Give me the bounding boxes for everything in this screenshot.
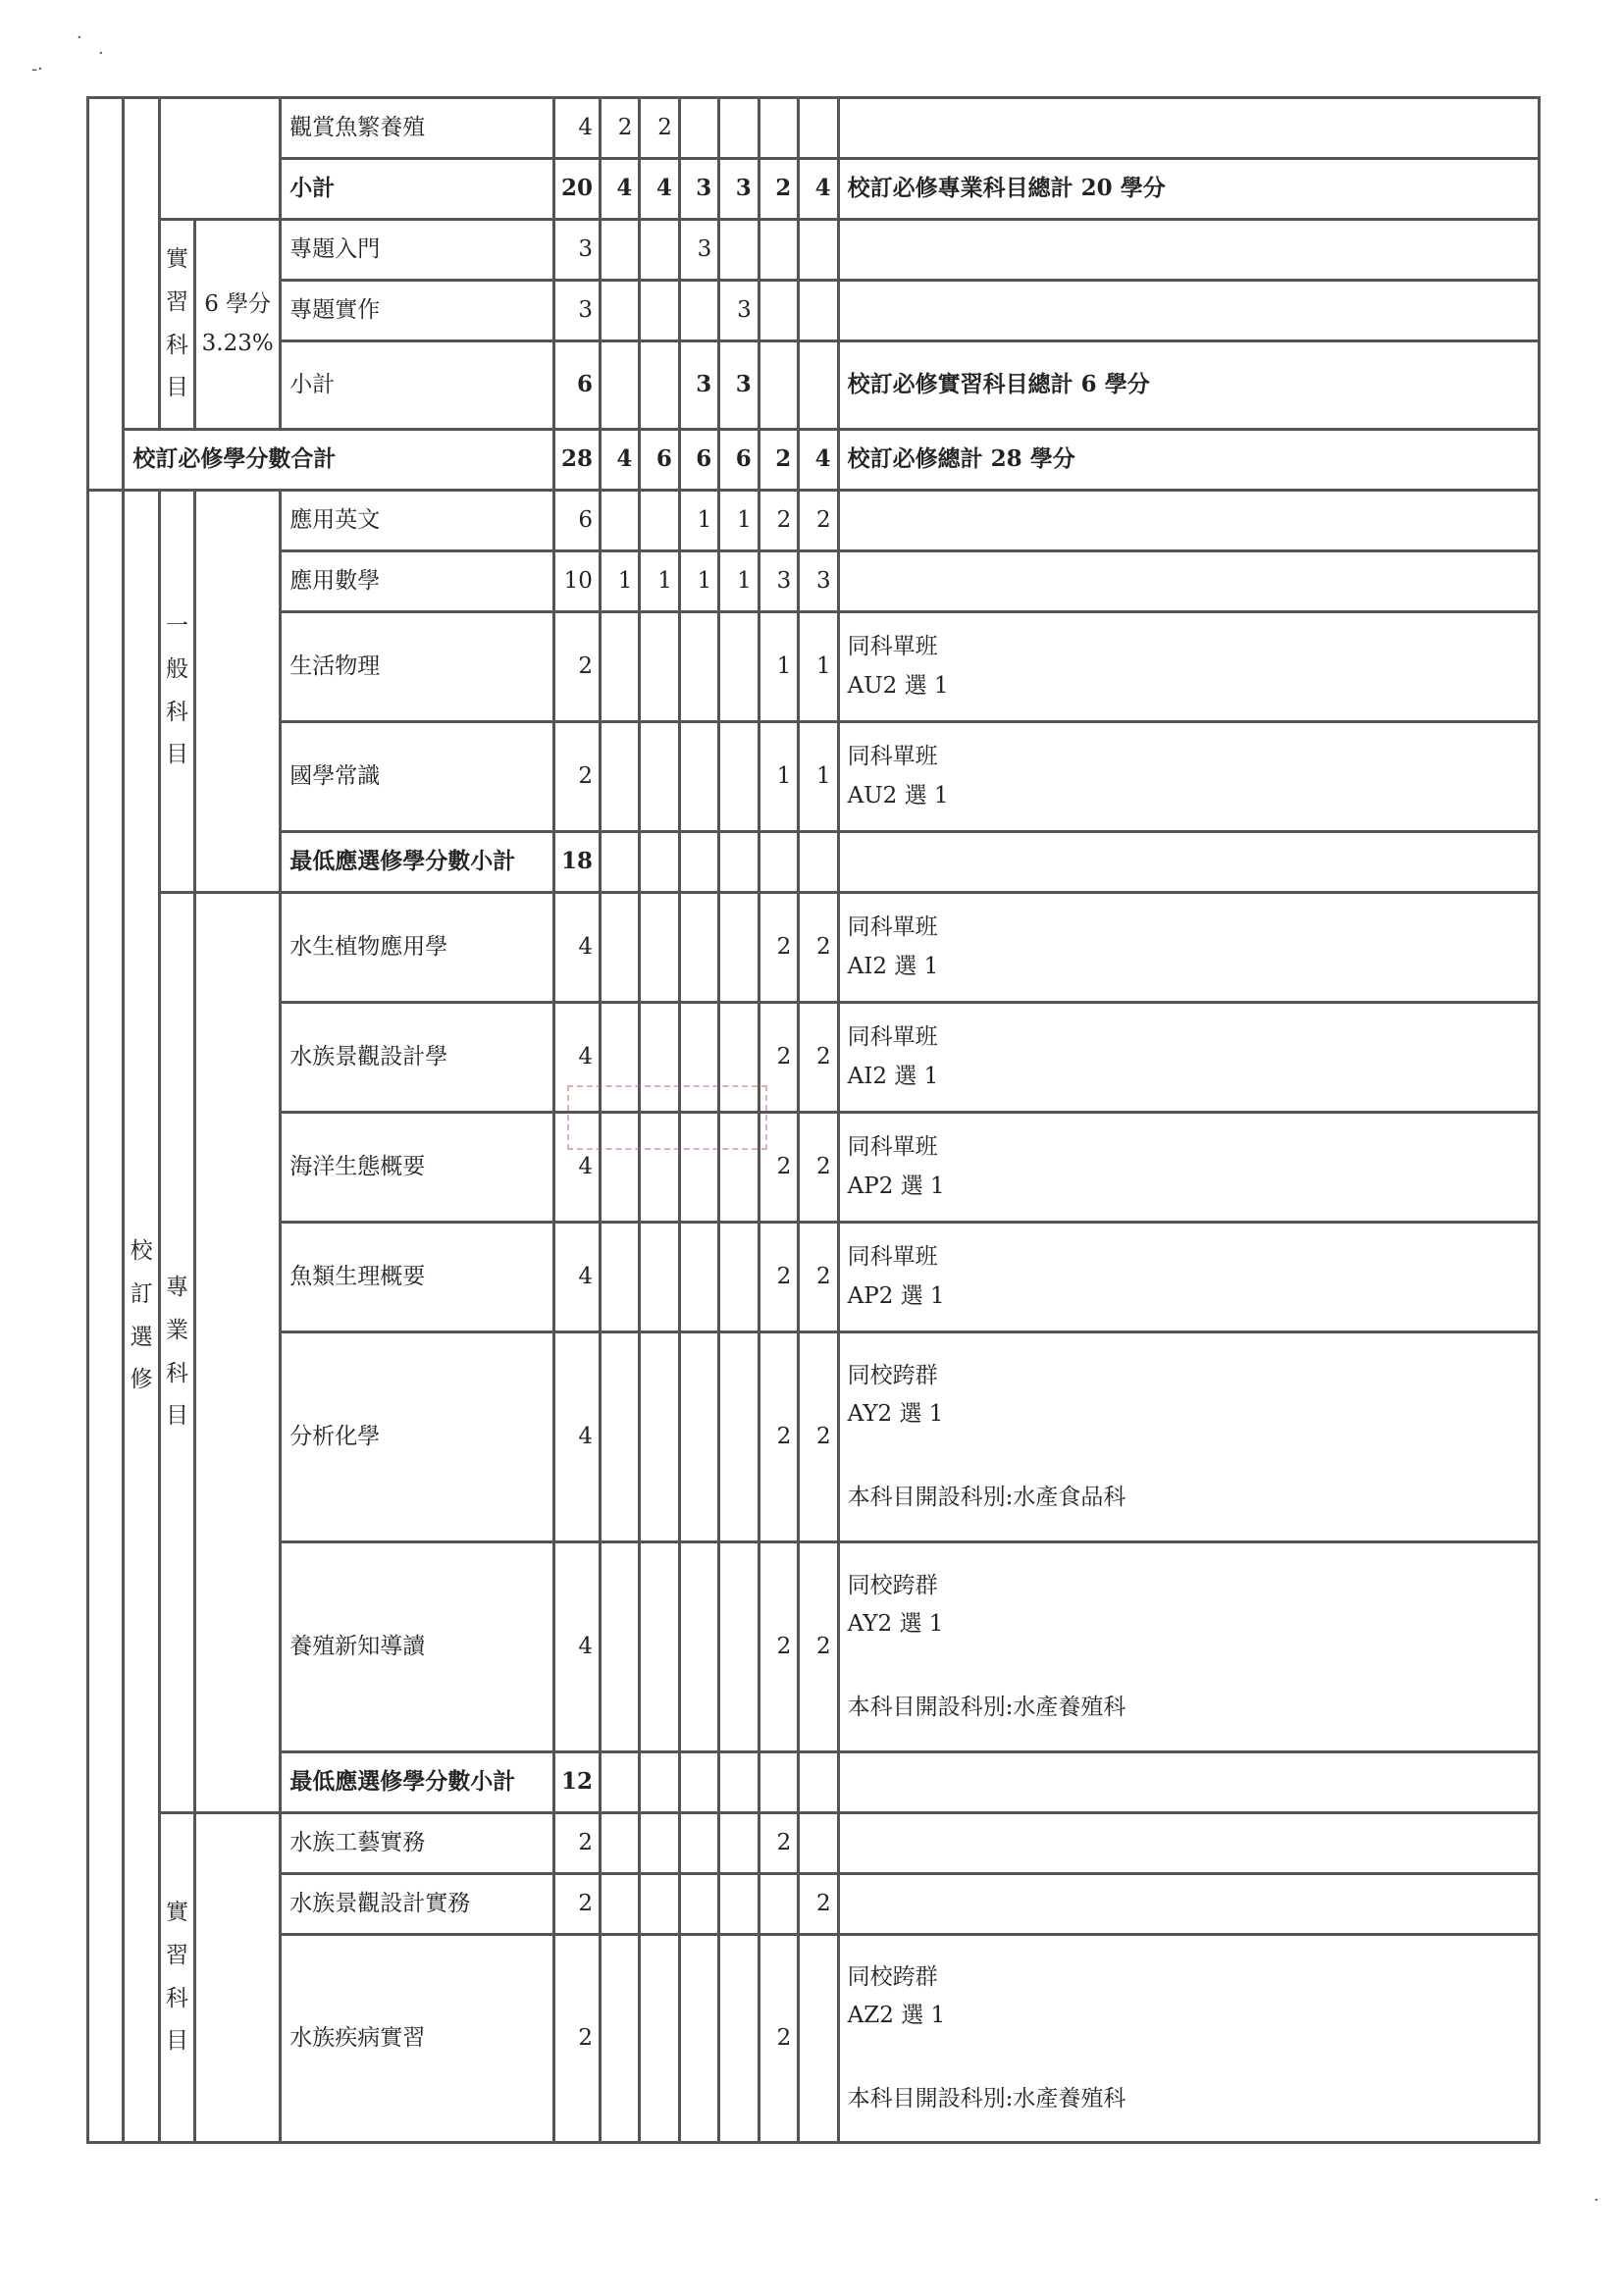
semester-credit: [759, 281, 798, 341]
remark: [838, 722, 1539, 832]
subject-name: 水族疾病實習: [281, 1935, 554, 2143]
remark: [838, 1003, 1539, 1113]
credit-total: 20: [554, 159, 601, 220]
remark: [838, 1752, 1539, 1813]
category-cell: [159, 98, 280, 220]
remark: 校訂必修總計 28 學分: [838, 430, 1539, 491]
credit-total: 18: [554, 832, 601, 893]
credit-total: 4: [554, 1332, 601, 1542]
group-label-elective: 校訂選修: [124, 491, 159, 2143]
semester-credit: [640, 1813, 679, 1874]
table-row: [88, 341, 1540, 430]
semester-credit: 2: [759, 1332, 798, 1542]
category-blank-cell: [195, 491, 281, 893]
semester-credit: 1: [640, 551, 679, 612]
semester-credit: [679, 722, 718, 832]
semester-credit: 2: [759, 1935, 798, 2143]
semester-credit: [600, 1813, 639, 1874]
semester-credit: [759, 341, 798, 430]
semester-credit: [719, 893, 759, 1003]
subject-name: 觀賞魚繁養殖: [281, 98, 554, 159]
semester-credit: [679, 612, 718, 722]
semester-credit: [799, 220, 838, 281]
credit-total: 6: [554, 491, 601, 551]
semester-credit: 6: [719, 430, 759, 491]
inner-group-cell: [124, 98, 159, 430]
semester-credit: 4: [799, 159, 838, 220]
semester-credit: [640, 1874, 679, 1935]
semester-credit: [719, 1874, 759, 1935]
remark: [838, 98, 1539, 159]
practical-credit-allocation: [195, 220, 281, 430]
table-row: [88, 1332, 1540, 1542]
semester-credit: [640, 1935, 679, 2143]
semester-credit: 2: [799, 491, 838, 551]
semester-credit: 4: [600, 430, 639, 491]
semester-credit: 2: [799, 893, 838, 1003]
outer-group-cell: [88, 98, 124, 491]
semester-credit: [640, 722, 679, 832]
semester-credit: [719, 832, 759, 893]
scan-speck: -·: [31, 59, 43, 79]
remark: [838, 1935, 1539, 2143]
remark-line: AZ2 選 1: [847, 2002, 946, 2028]
scan-speck: ·: [98, 43, 104, 64]
semester-credit: [600, 1752, 639, 1813]
table-row: [88, 159, 1540, 220]
table-row: [88, 1874, 1540, 1935]
remark-spacer: [848, 1434, 1530, 1479]
remark-line: AI2 選 1: [847, 953, 939, 979]
subject-name: 國學常識: [281, 722, 554, 832]
semester-credit: 3: [679, 220, 718, 281]
semester-credit: [600, 893, 639, 1003]
remark-line: AU2 選 1: [847, 782, 949, 809]
semester-credit: [679, 1935, 718, 2143]
table-row: [88, 551, 1540, 612]
remark-line: AY2 選 1: [847, 1610, 944, 1637]
semester-credit: 2: [759, 430, 798, 491]
semester-credit: [759, 98, 798, 159]
remark-line: 本科目開設科別:水產養殖科: [847, 1695, 1126, 1721]
remark-line: 本科目開設科別:水產養殖科: [847, 2086, 1126, 2113]
category-blank-cell: [195, 893, 281, 1813]
semester-credit: [759, 832, 798, 893]
credit-total: 4: [554, 1223, 601, 1332]
credit-total: 4: [554, 98, 601, 159]
semester-credit: [719, 1752, 759, 1813]
semester-credit: 2: [759, 1003, 798, 1113]
semester-credit: 1: [759, 612, 798, 722]
credit-total: 4: [554, 1003, 601, 1113]
semester-credit: [600, 832, 639, 893]
semester-credit: 2: [799, 1542, 838, 1752]
scan-speck: ·: [77, 27, 82, 48]
credit-total: 4: [554, 1113, 601, 1223]
semester-credit: [719, 722, 759, 832]
remark: [838, 832, 1539, 893]
semester-credit: [640, 832, 679, 893]
subject-name: 魚類生理概要: [281, 1223, 554, 1332]
semester-credit: [719, 612, 759, 722]
remark-line: AI2 選 1: [847, 1063, 939, 1089]
remark: [838, 1113, 1539, 1223]
remark-line: 本科目開設科別:水產食品科: [847, 1485, 1126, 1511]
remark: [838, 1874, 1539, 1935]
semester-credit: [640, 612, 679, 722]
table-row: [88, 1223, 1540, 1332]
semester-credit: [600, 1332, 639, 1542]
credit-total: 2: [554, 1874, 601, 1935]
table-row: [88, 491, 1540, 551]
credit-total: 28: [554, 430, 601, 491]
semester-credit: 2: [799, 1003, 838, 1113]
semester-credit: [719, 220, 759, 281]
remark: [838, 551, 1539, 612]
remark-line: 同科單班: [847, 744, 938, 770]
semester-credit: 2: [759, 159, 798, 220]
semester-credit: [799, 98, 838, 159]
subject-name: 專題實作: [281, 281, 554, 341]
semester-credit: 2: [759, 1813, 798, 1874]
remark: [838, 491, 1539, 551]
allocation-credits: 6 學分: [204, 291, 272, 318]
credit-total: 10: [554, 551, 601, 612]
subject-name: 應用英文: [281, 491, 554, 551]
category-label-general: 一般科目: [159, 491, 194, 893]
table-row: [88, 220, 1540, 281]
semester-credit: 2: [600, 98, 639, 159]
allocation-percent: 3.23%: [201, 330, 274, 356]
subject-name: 水生植物應用學: [281, 893, 554, 1003]
subject-name: 水族景觀設計實務: [281, 1874, 554, 1935]
subject-name: 水族景觀設計學: [281, 1003, 554, 1113]
table-row: [88, 98, 1540, 159]
category-blank-cell: [195, 1813, 281, 2143]
subject-name: 養殖新知導讀: [281, 1542, 554, 1752]
semester-credit: [679, 1223, 718, 1332]
semester-credit: [679, 98, 718, 159]
remark-line: 同校跨群: [847, 1572, 938, 1598]
credit-total: 2: [554, 612, 601, 722]
subject-name: 應用數學: [281, 551, 554, 612]
semester-credit: 3: [679, 159, 718, 220]
semester-credit: [640, 893, 679, 1003]
semester-credit: [759, 1752, 798, 1813]
category-label-elective-practical: 實習科目: [159, 1813, 194, 2143]
semester-credit: 4: [640, 159, 679, 220]
semester-credit: [799, 341, 838, 430]
semester-credit: 1: [799, 612, 838, 722]
semester-credit: [640, 1542, 679, 1752]
semester-credit: [679, 1874, 718, 1935]
semester-credit: [600, 612, 639, 722]
credit-total: 2: [554, 1935, 601, 2143]
semester-credit: [600, 220, 639, 281]
semester-credit: 2: [759, 1223, 798, 1332]
semester-credit: [799, 1935, 838, 2143]
subject-name: 分析化學: [281, 1332, 554, 1542]
semester-credit: 3: [719, 341, 759, 430]
remark-line: 同校跨群: [847, 1362, 938, 1388]
semester-credit: 1: [799, 722, 838, 832]
remark: [838, 1332, 1539, 1542]
semester-credit: 3: [799, 551, 838, 612]
table-row: [88, 832, 1540, 893]
semester-credit: 3: [719, 159, 759, 220]
category-label-professional: 專業科目: [159, 893, 194, 1813]
semester-credit: [679, 1542, 718, 1752]
outer-margin-cell: [88, 491, 124, 2143]
semester-credit: 1: [719, 491, 759, 551]
semester-credit: [600, 1542, 639, 1752]
semester-credit: [799, 832, 838, 893]
table-row: [88, 722, 1540, 832]
remark-line: 同科單班: [847, 914, 938, 941]
semester-credit: 1: [679, 551, 718, 612]
remark-line: 同科單班: [847, 1244, 938, 1271]
remark-spacer: [848, 1644, 1530, 1689]
semester-credit: 4: [600, 159, 639, 220]
credit-total: 12: [554, 1752, 601, 1813]
semester-credit: [679, 1813, 718, 1874]
semester-credit: [759, 220, 798, 281]
semester-credit: 2: [640, 98, 679, 159]
semester-credit: [600, 341, 639, 430]
table-row: [88, 1542, 1540, 1752]
semester-credit: 6: [679, 430, 718, 491]
semester-credit: 2: [759, 1113, 798, 1223]
remark-line: AP2 選 1: [847, 1173, 945, 1199]
table-row: [88, 281, 1540, 341]
semester-credit: [799, 1813, 838, 1874]
semester-credit: [600, 1874, 639, 1935]
required-total-label: 校訂必修學分數合計: [124, 430, 554, 491]
credit-total: 4: [554, 1542, 601, 1752]
remark: [838, 281, 1539, 341]
semester-credit: [640, 281, 679, 341]
semester-credit: [679, 893, 718, 1003]
remark: [838, 1542, 1539, 1752]
faded-stamp-mark: [567, 1085, 767, 1150]
semester-credit: [600, 491, 639, 551]
semester-credit: [640, 1752, 679, 1813]
remark-line: AY2 選 1: [847, 1400, 944, 1427]
semester-credit: 2: [759, 491, 798, 551]
subject-name: 生活物理: [281, 612, 554, 722]
table-row: [88, 1752, 1540, 1813]
semester-credit: 2: [799, 1874, 838, 1935]
category-label-practical: 實習科目: [159, 220, 194, 430]
semester-credit: [679, 1332, 718, 1542]
table-row: [88, 1003, 1540, 1113]
remark: [838, 1813, 1539, 1874]
semester-credit: [719, 1332, 759, 1542]
remark: 校訂必修專業科目總計 20 學分: [838, 159, 1539, 220]
subject-name: 最低應選修學分數小計: [281, 1752, 554, 1813]
remark: [838, 1223, 1539, 1332]
table-row: [88, 1813, 1540, 1874]
curriculum-credit-table: [86, 96, 1541, 2144]
table-row: [88, 430, 1540, 491]
subject-name: 小計: [281, 159, 554, 220]
subject-name: 最低應選修學分數小計: [281, 832, 554, 893]
remark-line: AP2 選 1: [847, 1282, 945, 1309]
remark-spacer: [848, 2035, 1530, 2080]
semester-credit: 2: [799, 1223, 838, 1332]
semester-credit: [640, 220, 679, 281]
semester-credit: [640, 1223, 679, 1332]
semester-credit: 4: [799, 430, 838, 491]
remark-line: AU2 選 1: [847, 672, 949, 699]
credit-total: 3: [554, 220, 601, 281]
table-row: [88, 893, 1540, 1003]
semester-credit: [600, 722, 639, 832]
semester-credit: [719, 98, 759, 159]
semester-credit: 3: [759, 551, 798, 612]
table-row: [88, 612, 1540, 722]
semester-credit: 2: [759, 893, 798, 1003]
semester-credit: [719, 1223, 759, 1332]
semester-credit: [679, 832, 718, 893]
remark: 校訂必修實習科目總計 6 學分: [838, 341, 1539, 430]
semester-credit: [719, 1813, 759, 1874]
semester-credit: 1: [719, 551, 759, 612]
subject-name: 海洋生態概要: [281, 1113, 554, 1223]
subject-name: 小計: [281, 341, 554, 430]
semester-credit: 2: [799, 1332, 838, 1542]
semester-credit: 2: [759, 1542, 798, 1752]
credit-total: 2: [554, 1813, 601, 1874]
remark-line: 同科單班: [847, 1024, 938, 1051]
table-row: [88, 1935, 1540, 2143]
semester-credit: 6: [640, 430, 679, 491]
semester-credit: 2: [799, 1113, 838, 1223]
subject-name: 專題入門: [281, 220, 554, 281]
semester-credit: [600, 1935, 639, 2143]
remark-line: 同校跨群: [847, 1963, 938, 1990]
semester-credit: [799, 281, 838, 341]
semester-credit: 1: [600, 551, 639, 612]
semester-credit: 3: [719, 281, 759, 341]
semester-credit: [719, 1542, 759, 1752]
semester-credit: [679, 1752, 718, 1813]
remark-line: 同科單班: [847, 1134, 938, 1161]
semester-credit: 1: [679, 491, 718, 551]
semester-credit: [600, 281, 639, 341]
semester-credit: [759, 1874, 798, 1935]
credit-total: 4: [554, 893, 601, 1003]
table-row: [88, 1113, 1540, 1223]
semester-credit: [679, 281, 718, 341]
remark: [838, 220, 1539, 281]
scan-speck: ·: [1594, 2190, 1599, 2211]
semester-credit: [640, 491, 679, 551]
subject-name: 水族工藝實務: [281, 1813, 554, 1874]
semester-credit: 3: [679, 341, 718, 430]
credit-total: 2: [554, 722, 601, 832]
semester-credit: [640, 1332, 679, 1542]
semester-credit: [640, 341, 679, 430]
credit-total: 6: [554, 341, 601, 430]
credit-total: 3: [554, 281, 601, 341]
semester-credit: [719, 1935, 759, 2143]
remark: [838, 893, 1539, 1003]
semester-credit: 1: [759, 722, 798, 832]
remark-line: 同科單班: [847, 634, 938, 660]
semester-credit: [799, 1752, 838, 1813]
semester-credit: [600, 1223, 639, 1332]
remark: [838, 612, 1539, 722]
